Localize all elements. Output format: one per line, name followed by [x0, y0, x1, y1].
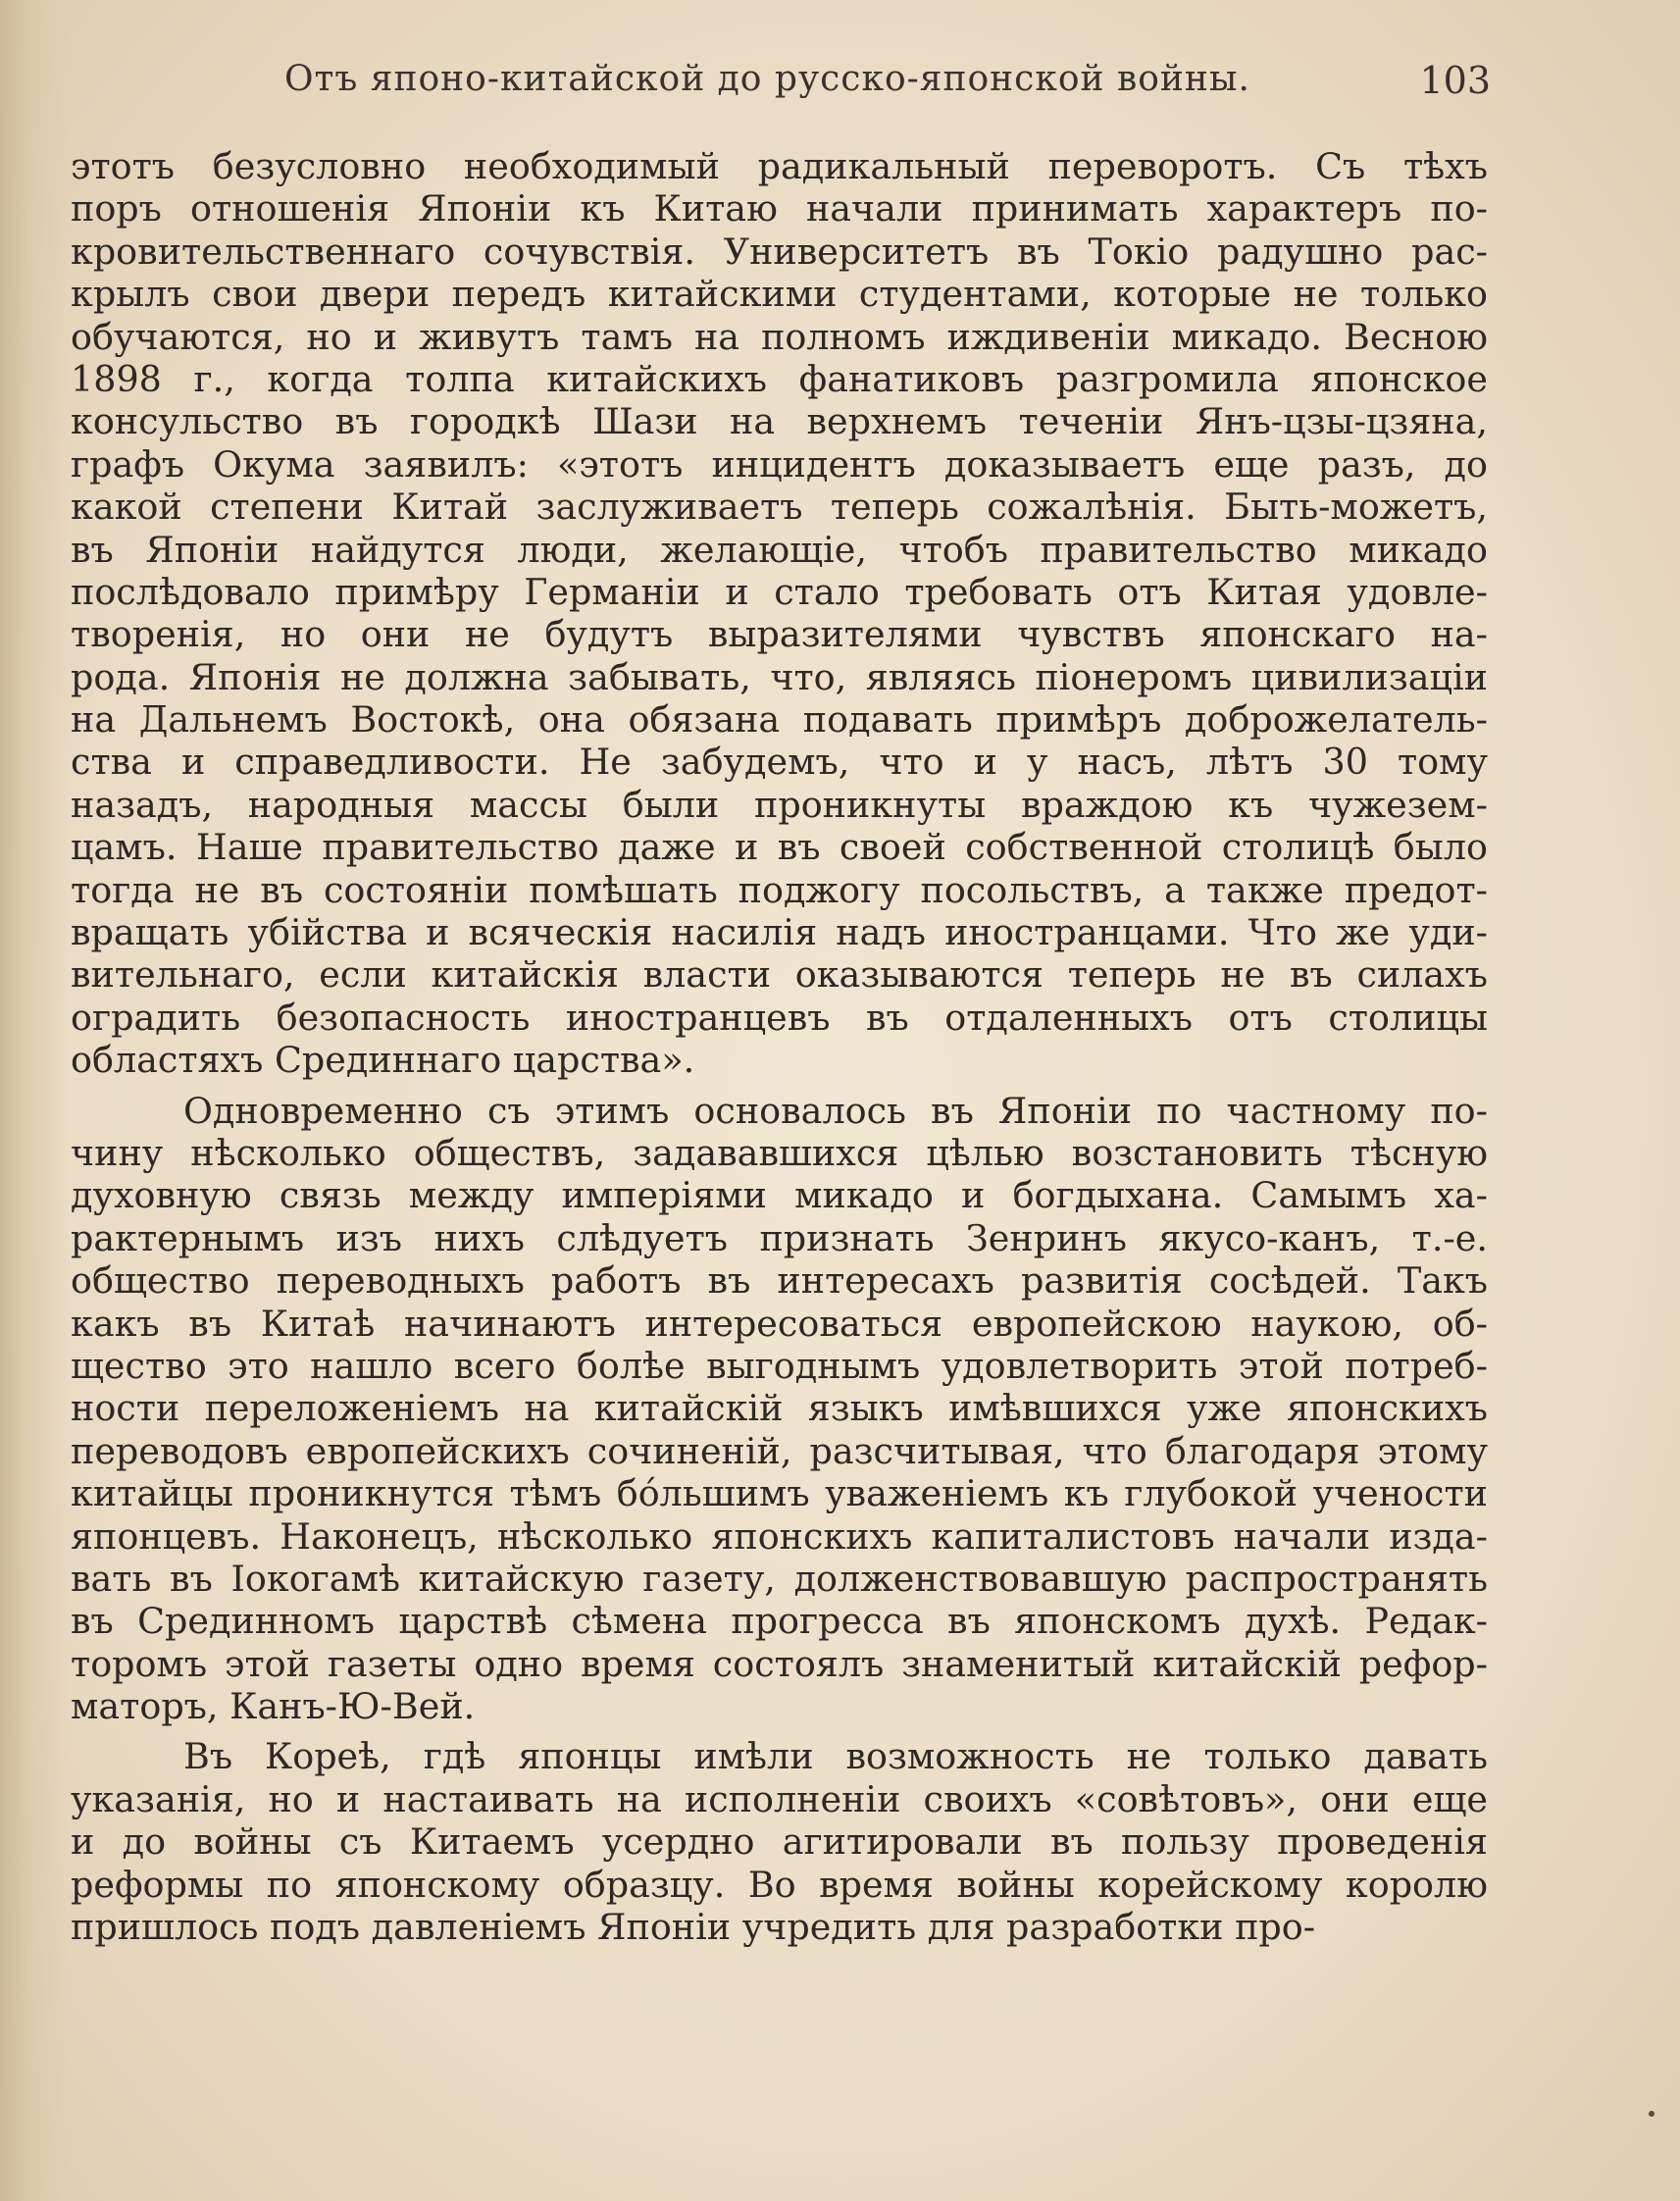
text-line: торомъ этой газеты одно время состоялъ знаменитый китайскій рефор-	[71, 1642, 1488, 1685]
text-line: ности переложеніемъ на китайскій языкъ имѣвшихся уже японскихъ	[71, 1387, 1488, 1430]
text-line: Одновременно съ этимъ основалось въ Японіи по частному по-	[183, 1089, 1488, 1132]
text-line: послѣдовало примѣру Германіи и стало требовать отъ Китая удовле-	[71, 570, 1488, 613]
text-line: вать въ Іокогамѣ китайскую газету, долженствовавшую распространять	[71, 1557, 1488, 1600]
text-line: обучаются, но и живутъ тамъ на полномъ иждивеніи микадо. Весною	[71, 315, 1488, 358]
text-line: графъ Окума заявилъ: «этотъ инцидентъ доказываетъ еще разъ, до	[71, 442, 1488, 486]
paragraph	[71, 145, 1488, 1082]
running-title: Отъ японо-китайской до русско-японской войны.	[284, 59, 1250, 99]
paper-speck	[1649, 2111, 1655, 2117]
text-line: реформы по японскому образцу. Во время войны корейскому королю	[71, 1863, 1488, 1906]
text-line: какой степени Китай заслуживаетъ теперь сожалѣнія. Быть-можетъ,	[71, 486, 1488, 529]
text-line: щество это нашло всего болѣе выгоднымъ удовлетворить этой потреб-	[71, 1344, 1488, 1387]
text-line: чину нѣсколько обществъ, задававшихся цѣлью возстановить тѣсную	[71, 1131, 1488, 1174]
text-line: поръ отношенія Японіи къ Китаю начали принимать характеръ по-	[71, 187, 1488, 230]
text-line: кровительственнаго сочувствія. Университетъ въ Токіо радушно рас-	[71, 230, 1488, 273]
text-line: 1898 г., когда толпа китайскихъ фанатиковъ разгромила японское	[71, 357, 1488, 400]
text-line: китайцы проникнутся тѣмъ бо́льшимъ уваженіемъ къ глубокой учености	[71, 1472, 1488, 1515]
text-line: переводовъ европейскихъ сочиненій, разсчитывая, что благодаря этому	[71, 1429, 1488, 1472]
text-line: тогда не въ состояніи помѣшать поджогу посольствъ, а также предот-	[71, 868, 1488, 911]
text-line: въ Срединномъ царствѣ сѣмена прогресса въ японскомъ духѣ. Редак-	[71, 1600, 1488, 1643]
text-line: этотъ безусловно необходимый радикальный переворотъ. Съ тѣхъ	[71, 145, 1488, 187]
text-line: въ Японіи найдутся люди, желающіе, чтобъ правительство микадо	[71, 528, 1488, 571]
text-line: общество переводныхъ работъ въ интересахъ развитія сосѣдей. Такъ	[71, 1259, 1488, 1303]
text-line: ства и справедливости. Не забудемъ, что и у насъ, лѣтъ 30 тому	[71, 741, 1488, 784]
text-line: маторъ, Канъ-Ю-Вей.	[71, 1685, 476, 1728]
text-line: пришлось подъ давленіемъ Японіи учредить для разработки про-	[71, 1906, 1316, 1949]
paragraph	[71, 1735, 1488, 1948]
body-text	[71, 145, 1488, 1948]
text-line: вительнаго, если китайскія власти оказываются теперь не въ силахъ	[71, 953, 1488, 997]
running-head	[69, 59, 1491, 108]
text-line: и до войны съ Китаемъ усердно агитировали въ пользу проведенія	[71, 1820, 1488, 1864]
text-line: консульство въ городкѣ Шази на верхнемъ теченіи Янъ-цзы-цзяна,	[71, 400, 1488, 443]
text-line: указанія, но и настаивать на исполненіи своихъ «совѣтовъ», они еще	[71, 1777, 1488, 1820]
page-number: 103	[1419, 59, 1491, 102]
text-line: японцевъ. Наконецъ, нѣсколько японскихъ капиталистовъ начали изда-	[71, 1514, 1488, 1558]
text-line: областяхъ Срединнаго царства».	[71, 1039, 695, 1082]
text-line: творенія, но они не будутъ выразителями чувствъ японскаго на-	[71, 613, 1488, 656]
text-line: вращать убійства и всяческія насилія надъ иностранцами. Что же уди-	[71, 911, 1488, 954]
text-line: рактернымъ изъ нихъ слѣдуетъ признать Зенринъ якусо-канъ, т.-е.	[71, 1216, 1488, 1259]
text-line: цамъ. Наше правительство даже и въ своей собственной столицѣ было	[71, 826, 1488, 869]
text-line: на Дальнемъ Востокѣ, она обязана подавать примѣръ доброжелатель-	[71, 698, 1488, 742]
text-line: рода. Японія не должна забывать, что, являясь піонеромъ цивилизаціи	[71, 655, 1488, 698]
paragraph-gap	[71, 1082, 1488, 1090]
paragraph	[71, 1090, 1488, 1728]
text-line: Въ Кореѣ, гдѣ японцы имѣли возможность не только давать	[183, 1735, 1488, 1778]
text-line: назадъ, народныя массы были проникнуты враждою къ чужезем-	[71, 783, 1488, 826]
paragraph-gap	[71, 1727, 1488, 1735]
text-line: духовную связь между имперіями микадо и богдыхана. Самымъ ха-	[71, 1174, 1488, 1217]
text-line: какъ въ Китаѣ начинаютъ интересоваться европейскою наукою, об-	[71, 1302, 1488, 1345]
text-line: крылъ свои двери передъ китайскими студентами, которые не только	[71, 273, 1488, 316]
text-line: оградить безопасность иностранцевъ въ отдаленныхъ отъ столицы	[71, 996, 1488, 1039]
